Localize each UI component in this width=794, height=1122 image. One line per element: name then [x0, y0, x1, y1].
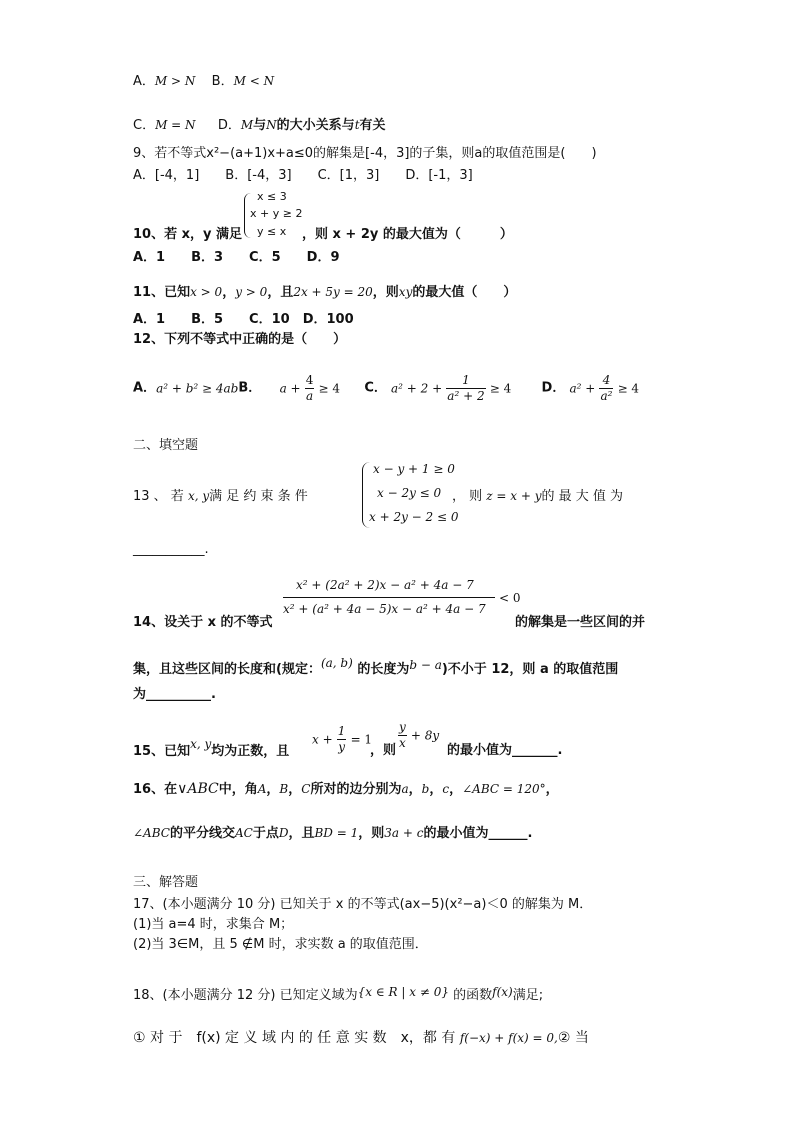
math-expression: f(−x) + f(x) = 0,: [459, 1031, 558, 1045]
q17-part1: (1)当 a=4 时，求集合 M；: [133, 917, 294, 932]
option-label: B．: [238, 380, 262, 396]
math-expression: ≥ 4: [489, 381, 512, 396]
q14-line2: [133, 656, 619, 679]
fraction: [398, 720, 407, 751]
math-expression: (a, b): [320, 656, 353, 670]
math-expression: ≥ 4: [318, 381, 341, 396]
math-var: t: [354, 118, 360, 132]
text: ，且: [288, 826, 315, 841]
q17-part2: (2)当 3∈M，且 5 ∉M 时，求实数 a 的取值范围．: [133, 937, 428, 952]
fraction-numerator: y: [399, 720, 406, 734]
section-title: 二、填空题: [133, 438, 199, 453]
fraction-denominator: a²: [600, 389, 613, 403]
fraction-denominator: x: [399, 736, 406, 750]
math-expression: 2x + 5y = 20: [293, 285, 373, 299]
math-expression: b − a: [409, 658, 442, 672]
text: ，: [266, 782, 280, 797]
math-expression: BD = 1: [314, 826, 359, 840]
math-expression: M > N: [154, 74, 196, 88]
option-label: A．: [133, 74, 155, 89]
system-row: x − y + 1 ≥ 0: [373, 462, 455, 476]
math-var: M: [240, 118, 254, 132]
math-expression: a +: [279, 381, 301, 396]
q14-pre: 14、设关于 x 的不等式: [133, 615, 273, 630]
q13-pre: [133, 487, 308, 506]
fraction-bar: [283, 597, 495, 598]
option-label: C．: [133, 118, 156, 133]
q10-post: ，则 x + 2y 的最大值为（ ）: [302, 227, 513, 242]
fraction-numerator: x² + (2a² + 2)x − a² + 4a − 7: [296, 578, 474, 592]
fraction: [337, 724, 347, 755]
q13-post: [452, 487, 623, 506]
text: 的长度为: [357, 662, 410, 677]
fraction-numerator: 1: [446, 373, 485, 389]
q9-stem: 9、若不等式x²−(a+1)x+a≤0的解集是[-4，3]的子集，则a的取值范围是( ): [133, 146, 597, 161]
text: 的 最 大 值 为: [541, 489, 624, 504]
math-expression: xy: [398, 285, 413, 299]
q16-line2: [133, 824, 532, 843]
text: ，: [545, 782, 559, 797]
fraction-numerator: 1: [337, 724, 346, 738]
text: 的大小关系与: [276, 118, 355, 133]
text: 与: [253, 118, 267, 133]
math-var: D: [278, 826, 289, 840]
math-var: a: [401, 782, 409, 796]
q14-post: 的解集是一些区间的并: [515, 615, 646, 630]
q18-line2: [133, 1029, 589, 1047]
option-label: D．: [217, 118, 241, 133]
system-row: y ≤ x: [257, 225, 287, 238]
math-var: b: [421, 782, 430, 796]
q15-pre: [133, 737, 290, 761]
fraction-denominator: x² + (a² + 4a − 5)x − a² + 4a − 7: [283, 602, 486, 616]
text: 于点: [252, 826, 279, 841]
q11-options: A．1 B．5 C．10 D．100: [133, 312, 354, 327]
text: 15、已知: [133, 744, 191, 759]
math-expression: x > 0: [190, 285, 223, 299]
text: 的函数: [453, 988, 493, 1003]
fraction: [446, 373, 485, 404]
system-row: x − 2y ≤ 0: [377, 486, 442, 500]
text: ② 当: [557, 1030, 589, 1046]
text: 的最大值（ ）: [412, 285, 517, 300]
math-expression: x +: [312, 732, 333, 747]
q15-expression: [398, 720, 439, 751]
text: 所对的边分别为: [310, 782, 402, 797]
text: ，: [222, 285, 236, 300]
math-expression: a² +: [569, 381, 596, 396]
text: ，则: [372, 285, 399, 300]
option-label: D．: [541, 380, 566, 396]
fraction: [599, 373, 613, 404]
fraction-numerator: 4: [599, 373, 613, 389]
option-label: B．: [211, 74, 234, 89]
option-label: A．: [133, 380, 157, 396]
text: 16、在: [133, 782, 178, 797]
answer-blank: ___________.: [133, 542, 209, 557]
math-expression: M < N: [233, 74, 275, 88]
text: 13 、 若: [133, 489, 184, 504]
math-expression: y > 0: [235, 285, 268, 299]
text: ，且: [267, 285, 294, 300]
math-expression: M = N: [155, 118, 196, 132]
section-title: 三、解答题: [133, 875, 199, 890]
math-expression: a² + 2 +: [391, 381, 443, 396]
q8-option-a: [133, 72, 274, 91]
math-expression: z = x + y: [486, 489, 542, 503]
q16-line1: [133, 780, 559, 799]
text: ， 则: [452, 489, 483, 504]
q8-option-c: [133, 116, 386, 135]
math-expression: ∨ABC: [177, 781, 219, 797]
text: 集，且这些区间的长度和(规定：: [133, 662, 321, 677]
math-expression: x, y: [190, 737, 212, 751]
q12-options: [133, 373, 639, 404]
system-row: x + 2y − 2 ≤ 0: [369, 510, 459, 524]
q10-pre: 10、若 x，y 满足: [133, 227, 243, 242]
text: ，则: [358, 826, 385, 841]
math-expression: {x ∈ R | x ≠ 0}: [357, 985, 449, 999]
q10-options: A．1 B．3 C．5 D．9: [133, 250, 340, 265]
q11-stem: [133, 283, 516, 302]
text: 的平分线交: [169, 826, 235, 841]
math-var: B: [279, 782, 289, 796]
q12-stem: 12、下列不等式中正确的是（ ）: [133, 332, 347, 347]
fraction: [305, 373, 315, 404]
math-expression: f(x): [492, 985, 513, 999]
math-expression: ∠ABC = 120°: [462, 782, 546, 796]
q14-line3: 为__________.: [133, 687, 216, 702]
math-expression: + 8y: [410, 728, 440, 743]
math-expression: < 0: [499, 591, 521, 605]
math-var: C: [301, 782, 311, 796]
text: 满 足 约 束 条 件: [209, 489, 308, 504]
text: ，: [288, 782, 302, 797]
option-label: C．: [364, 380, 387, 396]
text: ① 对 于 f(x) 定 义 域 内 的 任 意 实 数 x，都 有: [133, 1030, 456, 1046]
text: 均为正数，且: [211, 744, 290, 759]
system-row: x + y ≥ 2: [250, 207, 303, 220]
math-expression: ∠ABC: [133, 826, 170, 840]
math-var: A: [257, 782, 267, 796]
q15-equation: [312, 724, 372, 755]
math-var: AC: [234, 826, 253, 840]
q17-stem: 17、(本小题满分 10 分) 已知关于 x 的不等式(ax−5)(x²−a)＜0 的解集为 M．: [133, 897, 593, 912]
text: ，: [429, 782, 443, 797]
fraction-denominator: y: [338, 740, 345, 754]
math-expression: = 1: [350, 732, 373, 747]
q15-post: 的最小值为_______.: [447, 743, 563, 758]
q18-stem: [133, 986, 543, 1005]
text: ，: [449, 782, 463, 797]
text: 的最小值为______.: [423, 826, 533, 841]
math-expression: ≥ 4: [617, 381, 640, 396]
math-expression: 3a + c: [384, 826, 424, 840]
text: 有关: [359, 118, 386, 133]
text: )不小于 12，则 a 的取值范围: [441, 662, 619, 677]
math-expression: a² + b² ≥ 4ab: [156, 381, 239, 396]
math-var: N: [266, 118, 277, 132]
fraction-numerator: 4: [305, 373, 314, 387]
fraction-denominator: a² + 2: [447, 389, 485, 403]
fraction-denominator: a: [305, 389, 314, 403]
text: 18、(本小题满分 12 分) 已知定义域为: [133, 988, 358, 1003]
text: ，: [408, 782, 422, 797]
q9-options: A．[-4，1] B．[-4，3] C．[1，3] D．[-1，3]: [133, 168, 473, 183]
system-row: x ≤ 3: [257, 190, 287, 203]
text: 满足;: [512, 988, 544, 1003]
math-var: c: [442, 782, 450, 796]
math-expression: x, y: [187, 489, 210, 503]
q15-mid2: ，则: [370, 743, 397, 758]
text: 中，角: [218, 782, 258, 797]
text: 11、已知: [133, 285, 191, 300]
